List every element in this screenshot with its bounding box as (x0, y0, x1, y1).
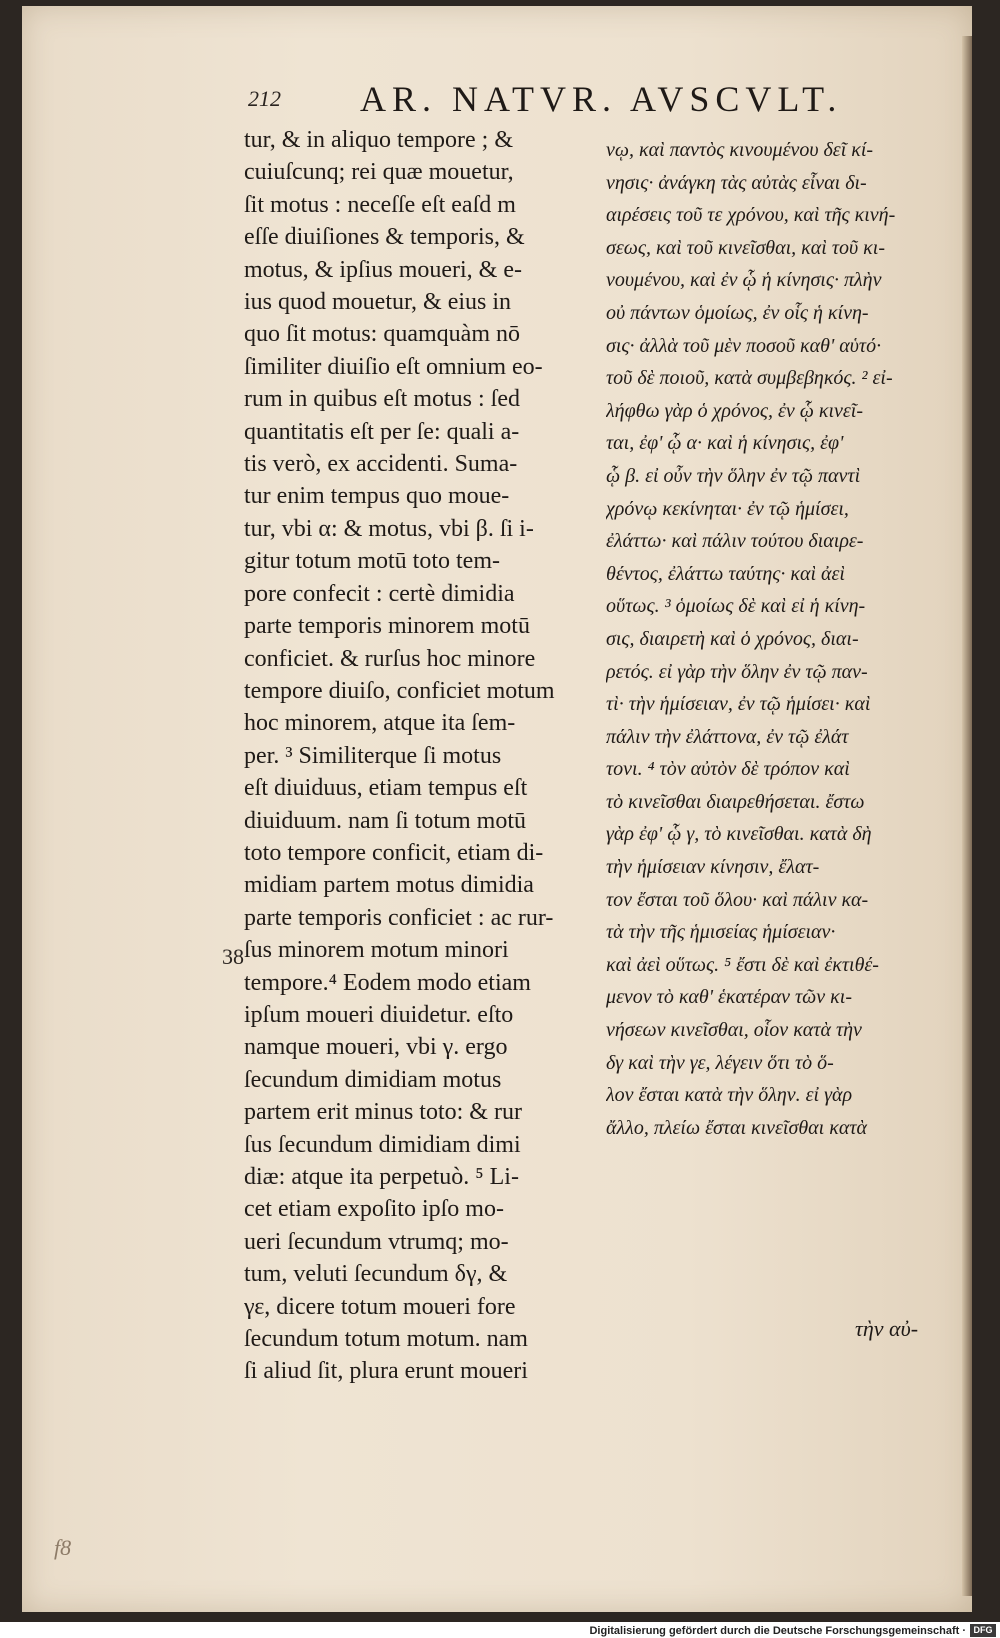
latin-text-line: diæ: atque ita perpetuò. ⁵ Li- (244, 1164, 519, 1190)
greek-text-line: καὶ ἀεὶ οὕτως. ⁵ ἔστι δὲ καὶ ἐκτιθέ- (606, 953, 879, 976)
latin-text-line: tur, vbi α: & motus, vbi β. ſi i- (244, 515, 534, 542)
greek-text-line: νήσεων κινεῖσθαι, οἷον κατὰ τὴν (606, 1019, 862, 1042)
latin-text-line: tur, & in aliquo tempore ; & (244, 127, 513, 153)
greek-text-line: οὐ πάντων ὁμοίως, ἐν οἷς ἡ κίνη- (606, 301, 869, 324)
latin-text-line: ſi aliud ſit, plura erunt moueri (244, 1358, 528, 1385)
latin-text-line: parte temporis conficiet : ac rur- (244, 904, 554, 931)
margin-pencil-mark: f8 (54, 1535, 72, 1560)
greek-text-line: γὰρ ἐφ' ᾧ γ, τὸ κινεῖσθαι. κατὰ δὴ (606, 823, 872, 846)
greek-text-line: λήφθω γὰρ ὁ χρόνος, ἐν ᾧ κινεῖ- (606, 399, 863, 422)
greek-text-line: τον ἔσται τοῦ ὅλου· καὶ πάλιν κα- (606, 888, 869, 911)
latin-text-line: midiam partem motus dimidia (244, 872, 534, 899)
latin-text-line: pore confecit : certè dimidia (244, 580, 515, 607)
latin-text-line: cuiuſcunq; rei quæ mouetur, (244, 159, 514, 186)
latin-text-line: ſit motus : neceſſe eſt eaſd m (244, 191, 516, 218)
dfg-logo: DFG (970, 1624, 996, 1637)
greek-text-line: χρόνῳ κεκίνηται· ἐν τῷ ἡμίσει, (606, 497, 849, 520)
latin-text-line: eſſe diuiſiones & temporis, & (244, 224, 525, 251)
greek-text-line: τοῦ δὲ ποιοῦ, κατὰ συμβεβηκός. ² εἰ- (606, 367, 893, 390)
greek-text-line: νῳ, καὶ παντὸς κινουμένου δεῖ κί- (606, 139, 874, 161)
greek-text-line: δγ καὶ τὴν γε, λέγειν ὅτι τὸ ὅ- (606, 1051, 834, 1074)
greek-text-line: σις· ἀλλὰ τοῦ μὲν ποσοῦ καθ' αὑτό· (606, 334, 882, 357)
latin-text-line: tempore.⁴ Eodem modo etiam (244, 969, 531, 996)
greek-text-line: μενον τὸ καθ' ἑκατέραν τῶν κι- (606, 986, 852, 1009)
latin-text-line: motus, & ipſius moueri, & e- (244, 256, 522, 283)
latin-text-line: toto tempore conficit, etiam di- (244, 839, 544, 866)
latin-text-line: gitur totum motū toto tem- (244, 548, 500, 575)
digitization-credit: Digitalisierung gefördert durch die Deutsche Forschungsgemeinschaft · (589, 1625, 966, 1637)
latin-text-line: quo ſit motus: quamquàm nō (244, 321, 520, 348)
greek-text-line: ρετός. εἰ γὰρ τὴν ὅλην ἐν τῷ παν- (606, 660, 868, 683)
greek-text-line: θέντος, ἐλάττω ταύτης· καὶ ἀεὶ (606, 562, 845, 585)
latin-column (244, 124, 596, 1388)
latin-text-line: partem erit minus toto: & rur (244, 1099, 522, 1126)
latin-text-line: eſt diuiduus, etiam tempus eſt (244, 775, 528, 802)
latin-text-line: tum, veluti ſecundum δγ, & (244, 1261, 508, 1288)
latin-text-line: per. ³ Similiterque ſi motus (244, 742, 502, 769)
greek-text-line: τὴν ἡμίσειαν κίνησιν, ἔλατ- (606, 856, 820, 879)
page-number: 212 (248, 86, 281, 111)
latin-text-line: quantitatis eſt per ſe: quali a- (244, 418, 520, 445)
latin-text-line: tis verò, ex accidenti. Suma- (244, 451, 518, 478)
greek-text-line: ται, ἐφ' ᾧ α· καὶ ἡ κίνησις, ἐφ' (606, 432, 844, 455)
latin-text-line: tempore diuiſo, conficiet motum (244, 677, 555, 704)
latin-text-line: ſus ſecundum dimidiam dimi (244, 1131, 521, 1158)
latin-text-line: ſimiliter diuiſio eſt omnium eo- (244, 353, 543, 380)
greek-text-line: νησις· ἀνάγκη τὰς αὐτὰς εἶναι δι- (606, 171, 867, 194)
latin-text-line: conficiet. & rurſus hoc minore (244, 645, 536, 672)
greek-text-line: αιρέσεις τοῦ τε χρόνου, καὶ τῆς κινή- (606, 204, 896, 227)
latin-text-line: namque moueri, vbi γ. ergo (244, 1034, 508, 1061)
greek-text-line: λον ἔσται κατὰ τὴν ὅλην. εἰ γὰρ (606, 1084, 853, 1107)
greek-text-line: σεως, καὶ τοῦ κινεῖσθαι, καὶ τοῦ κι- (606, 236, 885, 259)
greek-text-line: τὰ τὴν τῆς ἡμισείας ἡμίσειαν· (606, 921, 836, 944)
latin-text-line: ipſum moueri diuidetur. eſto (244, 1001, 514, 1028)
greek-text-line: ἄλλο, πλείω ἔσται κινεῖσθαι κατὰ (606, 1116, 867, 1139)
greek-column (606, 134, 936, 1144)
latin-text-line: parte temporis minorem motū (244, 613, 530, 640)
greek-text-line: ἐλάττω· καὶ πάλιν τούτου διαιρε- (606, 530, 864, 553)
latin-text-line: tur enim tempus quo moue- (244, 483, 510, 510)
latin-text-line: hoc minorem, atque ita ſem- (244, 710, 516, 737)
latin-text-line: diuiduum. nam ſi totum motū (244, 807, 526, 834)
greek-text-line: τὶ· τὴν ἡμίσειαν, ἐν τῷ ἡμίσει· καὶ (606, 693, 871, 716)
greek-text-line: νουμένου, καὶ ἐν ᾧ ἡ κίνησις· πλὴν (606, 269, 882, 292)
latin-text-line: ueri ſecundum vtrumq; mo- (244, 1228, 509, 1255)
latin-text-line: ius quod mouetur, & eius in (244, 289, 512, 316)
latin-text-line: ſus minorem motum minori (244, 937, 509, 964)
page-edge (962, 36, 972, 1596)
greek-text-line: ᾧ β. εἰ οὖν τὴν ὅλην ἐν τῷ παντὶ (606, 464, 861, 487)
margin-line-number: 38 (222, 944, 244, 969)
latin-text-line: rum in quibus eſt motus : ſed (244, 386, 520, 413)
greek-text-line: σις, διαιρετὴ καὶ ὁ χρόνος, διαι- (606, 627, 859, 650)
greek-text-line: πάλιν τὴν ἐλάττονα, ἐν τῷ ἐλάτ (606, 725, 849, 748)
catchword: τὴν αὐ- (855, 1316, 919, 1341)
greek-text-line: οὕτως. ³ ὁμοίως δὲ καὶ εἰ ἡ κίνη- (606, 595, 866, 618)
latin-text-line: cet etiam expoſito ipſo mo- (244, 1196, 504, 1223)
greek-text-line: τὸ κινεῖσθαι διαιρεθήσεται. ἔστω (606, 790, 865, 813)
greek-text-line: τονι. ⁴ τὸν αὐτὸν δὲ τρόπον καὶ (606, 758, 850, 781)
latin-text-line: γε, dicere totum moueri fore (244, 1293, 516, 1320)
running-head: AR. NATVR. AVSCVLT. (360, 79, 843, 119)
latin-text-line: ſecundum dimidiam motus (244, 1066, 502, 1093)
latin-text-line: ſecundum totum motum. nam (244, 1326, 528, 1353)
